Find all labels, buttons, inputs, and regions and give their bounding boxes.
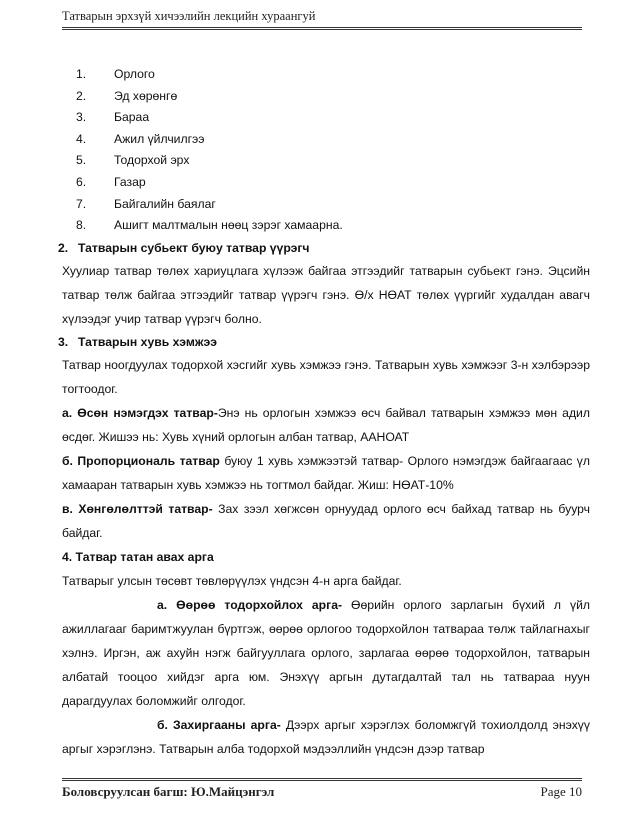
regressive-tax-label: в. Хөнгөлөлттэй татвар- <box>62 501 213 516</box>
progressive-tax-text: Энэ нь орлогын хэмжээ өсч байвал татварын хэмжээ мөн адил өсдөг. Жишээ нь: Хувь хүний орлогын албан татвар, ААНОАТ <box>62 405 590 444</box>
page-header: Татварын эрхзүй хичээлийн лекцийн хураангуй <box>62 9 316 23</box>
section-title: Татварын субьект буюу татвар үүрэгч <box>78 240 310 255</box>
section-number: 2. <box>58 240 69 255</box>
list-number: 8. <box>76 218 87 233</box>
administrative-method-paragraph <box>62 713 590 761</box>
progressive-tax-paragraph <box>62 401 590 449</box>
list-number: 1. <box>76 67 87 81</box>
section-2-heading <box>58 237 590 259</box>
list-text: Газар <box>114 174 146 189</box>
section-4-paragraph: Татварыг улсын төсөвт төвлөрүүлэх үндсэн 4-н арга байдаг. <box>62 573 402 588</box>
list-number: 4. <box>76 131 87 146</box>
self-assessment-paragraph <box>62 593 590 713</box>
list-text: Байгалийн баялаг <box>114 196 216 211</box>
list-text: Ашигт малтмалын нөөц зэрэг хамаарна. <box>114 218 343 233</box>
self-assessment-label: а. Өөрөө тодорхойлох арга- <box>157 597 343 612</box>
regressive-tax-text: Зах зээл хөгжсөн орнуудад орлого өсч байхад татвар нь буурч байдаг. <box>62 501 591 540</box>
list-item <box>62 64 590 86</box>
list-item <box>62 129 590 151</box>
list-item <box>62 215 590 237</box>
page-footer <box>62 784 582 800</box>
section-4-heading: 4. Татвар татан авах арга <box>62 549 214 564</box>
list-item <box>62 194 590 216</box>
list-item <box>62 107 590 129</box>
list-text: Бараа <box>114 110 150 125</box>
list-number: 5. <box>76 153 87 168</box>
list-item <box>62 86 590 108</box>
header-rule <box>62 27 582 32</box>
proportional-tax-label: б. Пропорциональ татвар <box>62 453 220 468</box>
administrative-method-text: Дээрх аргыг хэрэглэх боломжгүй тохиолдолд энэхүү аргыг хэрэглэнэ. Татварын алба тодорхой мэдээллийн үндсэн дээр татвар <box>62 717 590 756</box>
list-number: 7. <box>76 196 87 211</box>
list-number: 2. <box>76 88 87 103</box>
proportional-tax-text: буюу 1 хувь хэмжээтэй татвар- Орлого нэмэгдэж байгаагаас үл хамааран татварын хувь хэмжээ нь тогтмол байдаг. Жиш: НӨАТ-10% <box>62 453 590 492</box>
footer-rule <box>62 778 582 783</box>
section-3-heading <box>58 331 590 353</box>
section-number: 3. <box>58 334 69 349</box>
list-item <box>62 172 590 194</box>
list-text: Ажил үйлчилгээ <box>114 131 205 146</box>
footer-author: Боловсруулсан багш: Ю.Майцэнгэл <box>62 784 275 799</box>
proportional-tax-paragraph <box>62 449 590 497</box>
list-number: 3. <box>76 110 87 125</box>
income-list <box>62 64 590 237</box>
list-item <box>62 150 590 172</box>
page-number: Page 10 <box>540 784 582 799</box>
section-3-paragraph: Татвар ноогдуулах тодорхой хэсгийг хувь хэмжээ гэнэ. Татварын хувь хэмжээг 3-н хэлбэрээр тогтоодог. <box>62 357 590 396</box>
progressive-tax-label: а. Өсөн нэмэгдэх татвар- <box>62 405 218 420</box>
document-body <box>58 64 591 761</box>
administrative-method-label: б. Захиргааны арга- <box>157 717 281 732</box>
self-assessment-text: Өөрийн орлого зарлагын бүхий л үйл ажиллагааг баримтжуулан бүртгэж, өөрөө орлогоо тодорхойлон татвараа төлж тайлагнахыг хэлнэ. Иргэн, аж ахуйн нэгж байгууллага орлого, зарлагаа өөрөө тодорхойлон, татварын албатай тооцоо хийдэг арга юм. Энэхүү аргын дутагдалтай тал нь татвараа нуун дарагдуулах боломжийг олгодог. <box>62 597 590 708</box>
list-text: Тодорхой эрх <box>114 153 190 168</box>
section-2-paragraph: Хуулиар татвар төлөх хариуцлага хүлээж байгаа этгээдийг татварын субьект гэнэ. Эцсийн татвар төлж байгаа этгээдийг татвар үүрэгч гэнэ. Ө/х НӨАТ төлөх үүргийг худалдан авагч хүлээдэг учир татвар үүрэгч болно. <box>62 263 590 326</box>
list-number: 6. <box>76 174 87 189</box>
list-text: Эд хөрөнгө <box>114 88 178 103</box>
list-text: Орлого <box>114 67 155 81</box>
regressive-tax-paragraph <box>62 497 590 545</box>
section-title: Татварын хувь хэмжээ <box>78 334 217 349</box>
